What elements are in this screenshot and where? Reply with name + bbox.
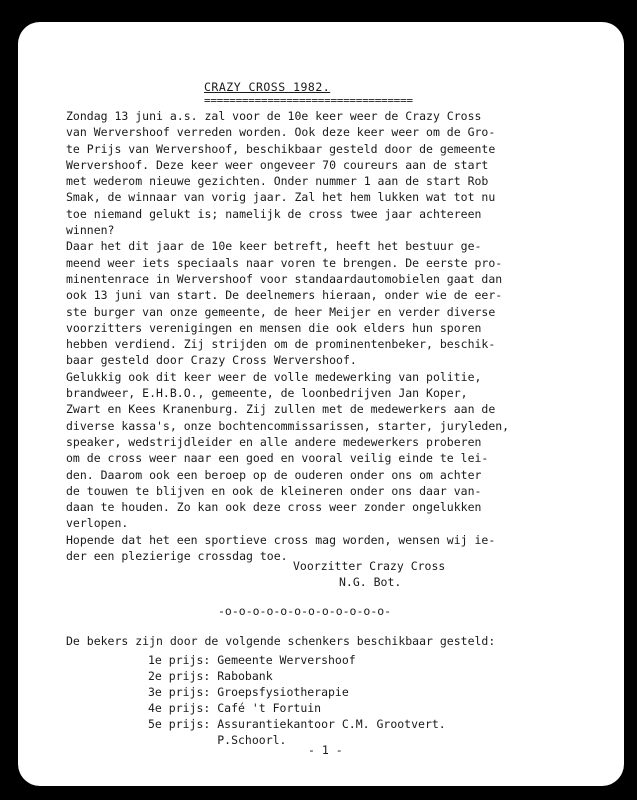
text-line: den. Daarom ook een beroep op de ouderen onder ons om achter [66, 467, 482, 482]
text-line: Gelukkig ook dit keer weer de volle medewerking van politie, [66, 369, 482, 384]
prize-item: 4e prijs: Café 't Fortuin [148, 701, 322, 715]
text-line: te Prijs van Wervershoof, beschikbaar gesteld door de gemeente [66, 141, 496, 156]
signature-block [293, 558, 445, 590]
signature-name: N.G. Bot. [339, 575, 402, 589]
text-line: meend weer iets speciaals naar voren te brengen. De eerste pro- [66, 255, 503, 270]
text-line: minentenrace in Wervershoof voor standaardautomobielen gaat dan [66, 271, 503, 286]
text-line: diverse kassa's, onze bochtencommissarissen, starter, juryleden, [66, 418, 510, 433]
text-line: van Wervershoof verreden worden. Ook deze keer weer om de Gro- [66, 125, 496, 140]
text-line: met wederom nieuwe gezichten. Onder nummer 1 aan de start Rob [66, 174, 489, 189]
prize-item: 3e prijs: Groepsfysiotherapie [148, 685, 349, 699]
text-line: Wervershoof. Deze keer weer ongeveer 70 coureurs aan de start [66, 157, 489, 172]
main-text [66, 108, 606, 564]
text-line: de touwen te blijven en ook de kleineren onder ons daar van- [66, 483, 482, 498]
prize-item: P.Schoorl. [148, 733, 287, 747]
signature-role: Voorzitter Crazy Cross [293, 559, 446, 573]
text-line: hebben verdiend. Zij strijden om de prominentenbeker, beschik- [66, 337, 496, 352]
prize-item: 1e prijs: Gemeente Wervershoof [148, 653, 356, 667]
text-line: Hopende dat het een sportieve cross mag worden, wensen wij ie- [66, 532, 496, 547]
title-underline: ================================= [204, 94, 413, 107]
text-line: voorzitters verenigingen en mensen die ook elders hun sporen [66, 320, 482, 335]
text-line: Smak, de winnaar van vorig jaar. Zal het hem lukken wat tot nu [66, 190, 496, 205]
text-line: brandweer, E.H.B.O., gemeente, de loonbedrijven Jan Koper, [66, 386, 468, 401]
text-line: daan te houden. Zo kan ook deze cross weer zonder ongelukken [66, 500, 482, 515]
text-line: ook 13 juni van start. De deelnemers hieraan, onder wie de eer- [66, 288, 503, 303]
text-line: ste burger van onze gemeente, de heer Meijer en verder diverse [66, 304, 496, 319]
prize-item: 2e prijs: Rabobank [148, 669, 273, 683]
document-page [18, 22, 624, 786]
text-line: verlopen. [66, 516, 129, 531]
text-line: Zwart en Kees Kranenburg. Zij zullen met de medewerkers aan de [66, 402, 496, 417]
text-line: winnen? [66, 223, 115, 238]
text-line: baar gesteld door Crazy Cross Wervershoof. [66, 353, 357, 368]
text-line: om de cross weer naar een goed en vooral veilig einde te lei- [66, 451, 489, 466]
document-title: CRAZY CROSS 1982. [204, 80, 331, 94]
prize-item: 5e prijs: Assurantiekantoor C.M. Grootvert. [148, 717, 446, 731]
text-line: toe niemand gelukt is; namelijk de cross twee jaar achtereen [66, 206, 482, 221]
prize-list [148, 652, 446, 748]
page-number: - 1 - [308, 743, 343, 757]
separator-line: -o-o-o-o-o-o-o-o-o-o-o-o- [218, 604, 392, 618]
sponsors-intro: De bekers zijn door de volgende schenkers beschikbaar gesteld: [66, 634, 496, 648]
text-line: speaker, wedstrijdleider en alle andere medewerkers proberen [66, 434, 482, 449]
text-line: Daar het dit jaar de 10e keer betreft, heeft het bestuur ge- [66, 239, 482, 254]
photo-frame [4, 4, 633, 796]
text-line: Zondag 13 juni a.s. zal voor de 10e keer weer de Crazy Cross [66, 109, 482, 123]
text-line: der een plezierige crossdag toe. [66, 549, 288, 564]
